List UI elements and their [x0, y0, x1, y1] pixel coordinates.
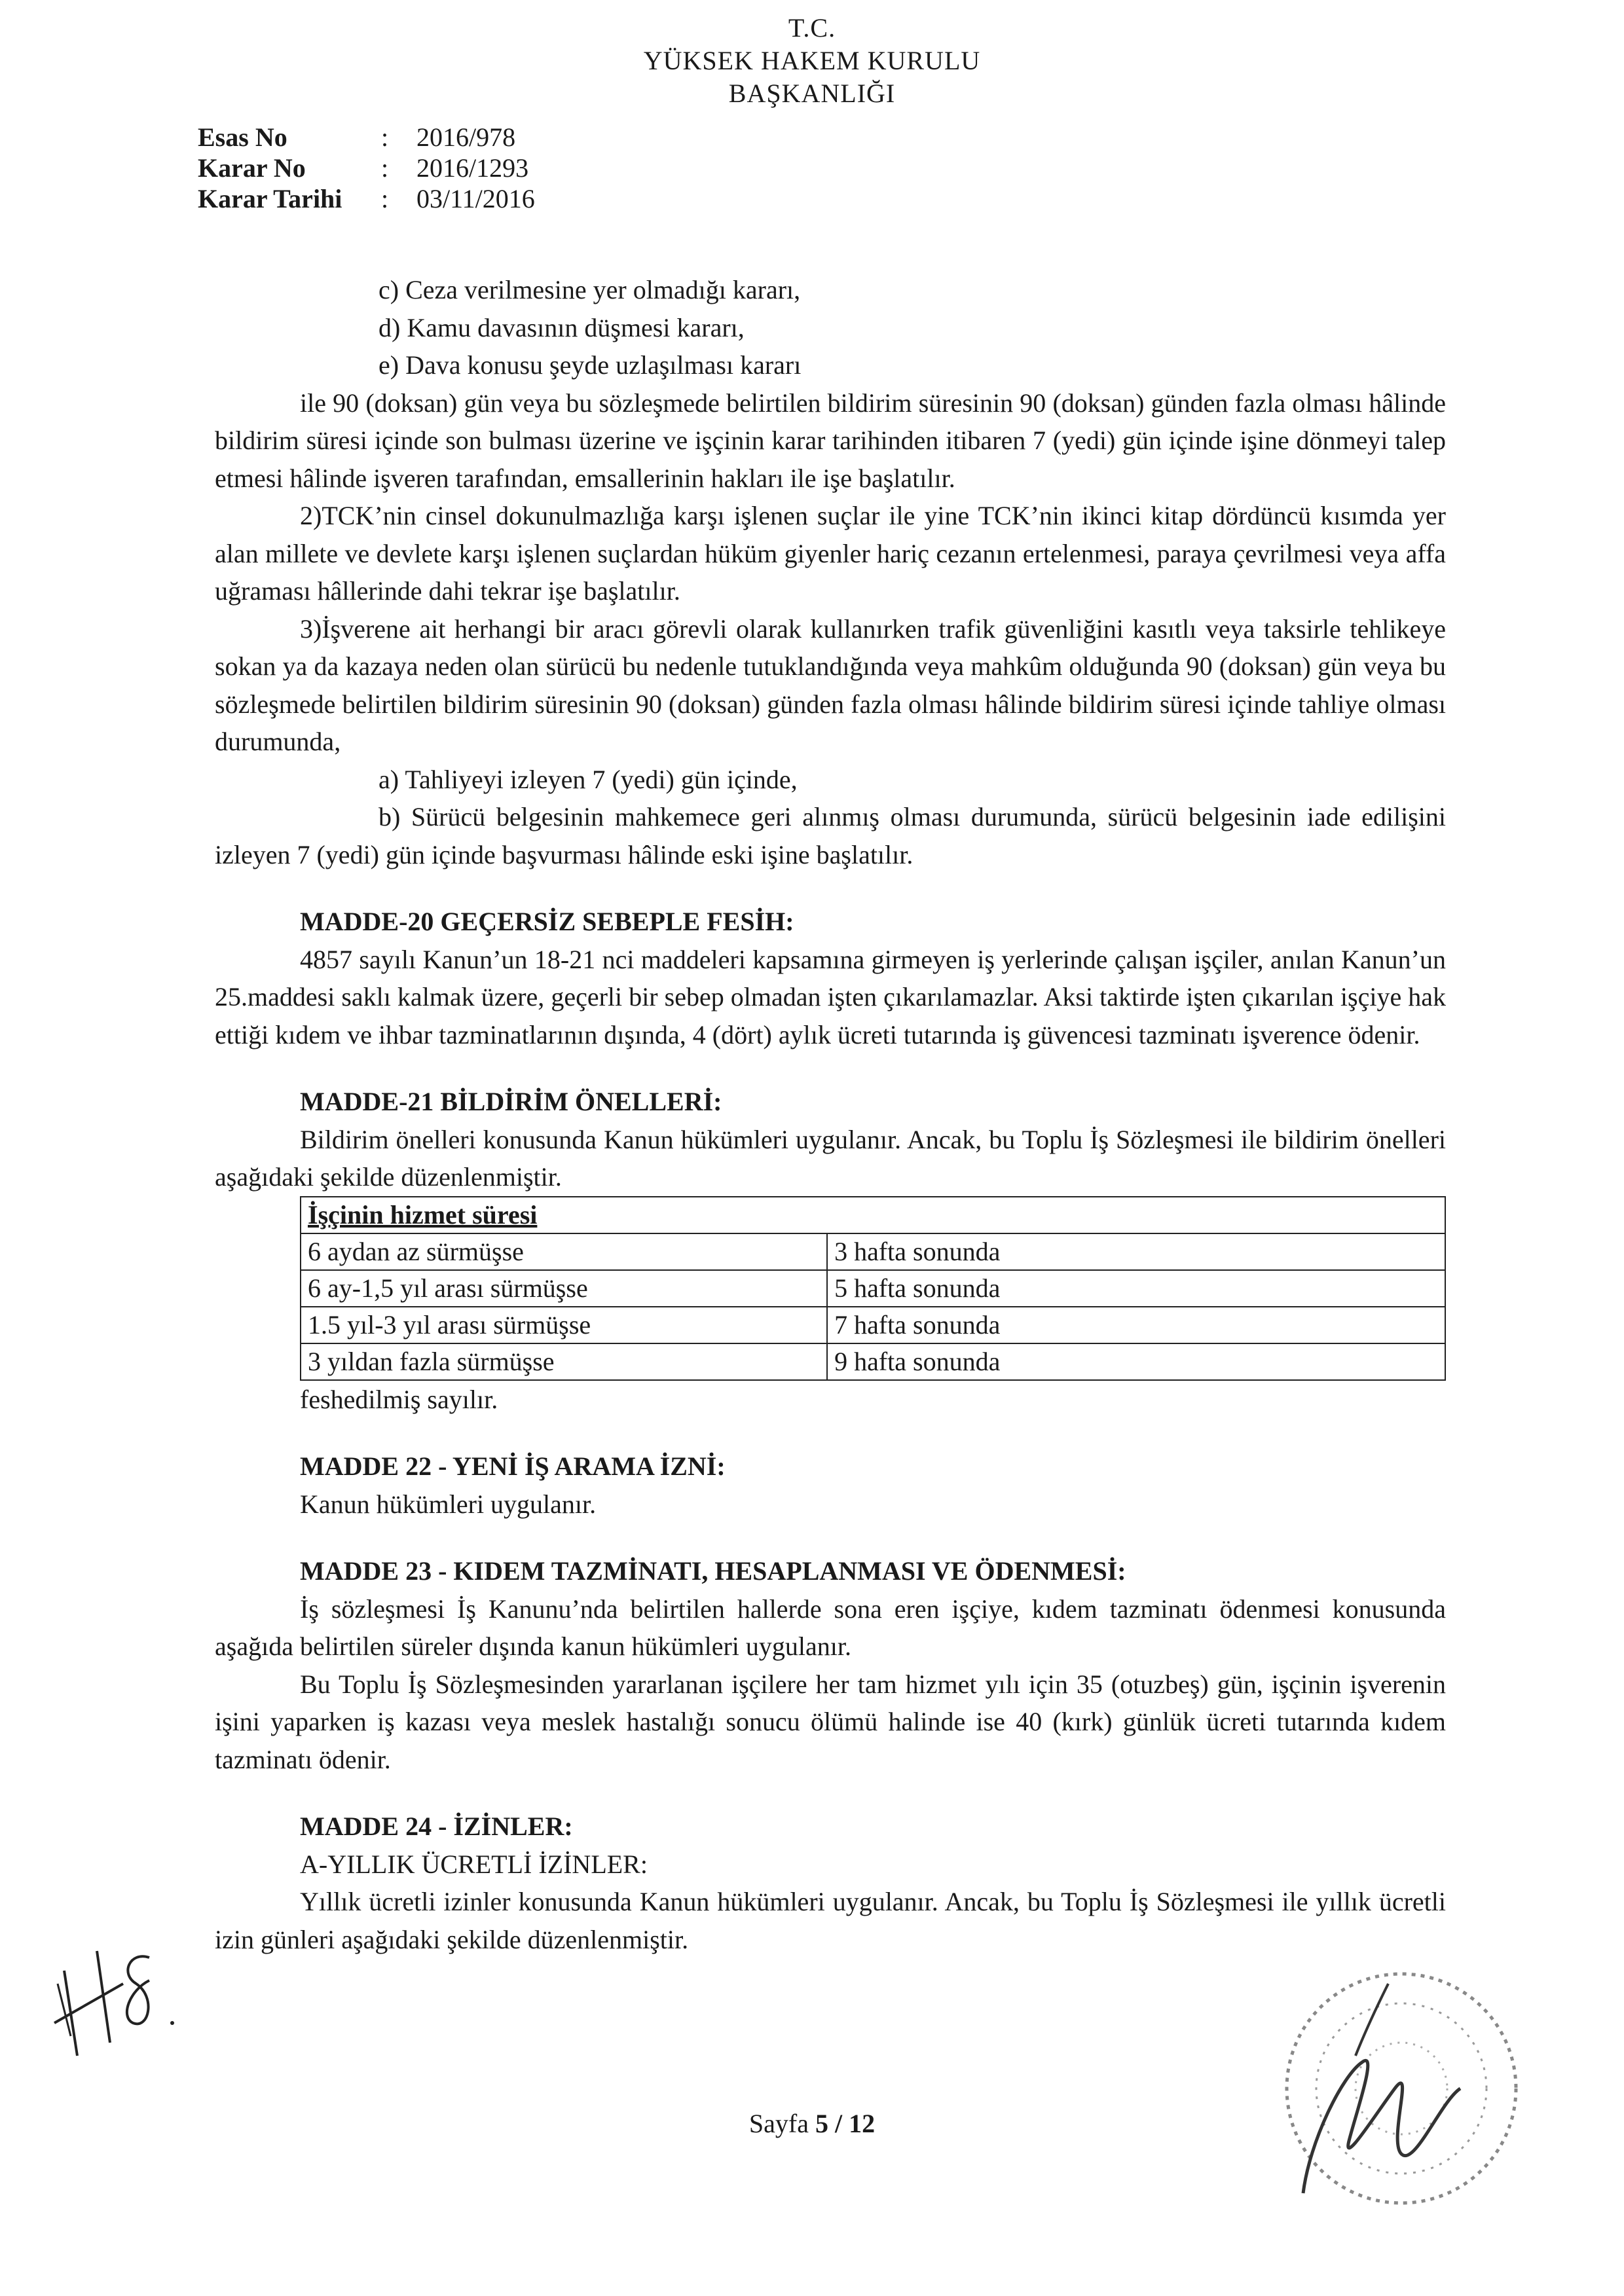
paragraph-2: 2)TCK’nin cinsel dokunulmazlığa karşı işlenen suçlar ile yine TCK’nin ikinci kitap dördüncü kısımda yer alan millete ve devlete karşı işlenen suçlardan hüküm giyenler hariç cezanın ertelenmesi, paraya çevrilmesi veya affa uğraması hâllerinde dahi tekrar işe başlatılır. [215, 501, 1446, 606]
meta-row-karar [198, 153, 535, 183]
meta-value: 2016/1293 [416, 153, 529, 183]
meta-sep: : [381, 122, 389, 152]
table-cell-duration: 6 aydan az sürmüşse [301, 1233, 827, 1270]
madde-22-title: MADDE 22 - YENİ İŞ ARAMA İZNİ: [300, 1451, 726, 1481]
paragraph-3a: a) Tahliyeyi izleyen 7 (yedi) gün içinde, [378, 764, 798, 794]
document-body [215, 271, 1446, 1958]
meta-sep: : [381, 184, 389, 213]
page-label: Sayfa [748, 2109, 815, 2138]
paragraph-ile: ile 90 (doksan) gün veya bu sözleşmede belirtilen bildirim süresinin 90 (doksan) günden fazla olması hâlinde bildirim süresi içinde son bulması üzerine ve işçinin karar tarihinden itibaren 7 (yedi) gün içinde işine dönmeyi talep etmesi hâlinde işveren tarafından, emsallerinin hakları ile işe başlatılır. [215, 388, 1446, 493]
table-cell-notice: 5 hafta sonunda [827, 1270, 1445, 1307]
table-row [301, 1343, 1445, 1380]
table-row [301, 1307, 1445, 1343]
page-number: 5 / 12 [815, 2109, 876, 2138]
meta-key: Karar Tarihi [198, 184, 342, 213]
paragraph-3: 3)İşverene ait herhangi bir aracı görevli olarak kullanırken trafik güvenliğini kasıtlı veya taksirle tehlikeye sokan ya da kazaya neden olan sürücü bu nedenle tutuklandığında veya mahkûm olduğunda 90 (doksan) gün veya bu sözleşmede belirtilen bildirim süresinin 90 (doksan) günden fazla olması hâlinde bildirim süresi içinde tahliye olması durumunda, [215, 613, 1446, 756]
meta-row-esas [198, 122, 535, 153]
madde-23-text-2: Bu Toplu İş Sözleşmesinden yararlanan işçilere her tam hizmet yılı için 35 (otuzbeş) gün, işçinin işverenin işini yaparken iş kazası veya meslek hastalığı sonucu ölümü halinde ise 40 (kırk) günlük ücreti tutarında kıdem tazminatı ödenir. [215, 1669, 1446, 1774]
header-line-tc: T.C. [788, 13, 836, 43]
notice-period-table [300, 1196, 1446, 1381]
meta-value: 2016/978 [416, 122, 516, 152]
case-meta [198, 122, 535, 214]
madde-20-title: MADDE-20 GEÇERSİZ SEBEPLE FESİH: [300, 907, 794, 936]
table-row [301, 1270, 1445, 1307]
table-cell-notice: 9 hafta sonunda [827, 1343, 1445, 1380]
list-item-d: d) Kamu davasının düşmesi kararı, [378, 312, 745, 342]
madde-24-text: Yıllık ücretli izinler konusunda Kanun hükümleri uygulanır. Ancak, bu Toplu İş Sözleşmesi ile yıllık ücretli izin günleri aşağıdaki şekilde düzenlenmiştir. [215, 1887, 1446, 1954]
table-cell-notice: 3 hafta sonunda [827, 1233, 1445, 1270]
madde-22-text: Kanun hükümleri uygulanır. [300, 1489, 597, 1519]
table-cell-notice: 7 hafta sonunda [827, 1307, 1445, 1343]
madde-23-text-1: İş sözleşmesi İş Kanunu’nda belirtilen hallerde sona eren işçiye, kıdem tazminatı ödenmesi konusunda aşağıda belirtilen süreler dışında kanun hükümleri uygulanır. [215, 1594, 1446, 1661]
official-stamp-icon [1264, 1944, 1526, 2223]
table-cell-duration: 1.5 yıl-3 yıl arası sürmüşse [301, 1307, 827, 1343]
list-item-c: c) Ceza verilmesine yer olmadığı kararı, [378, 275, 801, 304]
header-line-institution: YÜKSEK HAKEM KURULU [643, 46, 981, 75]
meta-key: Karar No [198, 153, 306, 183]
table-cell-duration: 3 yıldan fazla sürmüşse [301, 1343, 827, 1380]
madde-21-text: Bildirim önelleri konusunda Kanun hükümleri uygulanır. Ancak, bu Toplu İş Sözleşmesi ile bildirim önelleri aşağıdaki şekilde düzenlenmiştir. [215, 1124, 1446, 1192]
madde-21-title: MADDE-21 BİLDİRİM ÖNELLERİ: [300, 1087, 722, 1116]
madde-23-title: MADDE 23 - KIDEM TAZMİNATI, HESAPLANMASI VE ÖDENMESİ: [300, 1556, 1126, 1586]
table-header-row [301, 1197, 1445, 1233]
madde-21-after: feshedilmiş sayılır. [300, 1384, 498, 1414]
table-cell-duration: 6 ay-1,5 yıl arası sürmüşse [301, 1270, 827, 1307]
madde-24-subtitle: A-YILLIK ÜCRETLİ İZİNLER: [300, 1849, 648, 1879]
madde-20-text: 4857 sayılı Kanun’un 18-21 nci maddeleri kapsamına girmeyen iş yerlerinde çalışan işçiler, anılan Kanun’un 25.maddesi saklı kalmak üzere, geçerli bir sebep olmadan işten çıkarılamazlar. Aksi taktirde işten çıkarılan işçiye hak ettiği kıdem ve ihbar tazminatlarının dışında, 4 (dört) aylık ücreti tutarında iş güvencesi tazminatı işverence ödenir. [215, 944, 1446, 1049]
meta-row-tarih [198, 183, 535, 214]
table-row [301, 1233, 1445, 1270]
meta-key: Esas No [198, 122, 287, 152]
meta-sep: : [381, 153, 389, 183]
table-header: İşçinin hizmet süresi [301, 1197, 1445, 1233]
paragraph-3b: b) Sürücü belgesinin mahkemece geri alınmış olması durumunda, sürücü belgesinin iade edilişini izleyen 7 (yedi) gün içinde başvurması hâlinde eski işine başlatılır. [215, 802, 1446, 869]
header-line-presidency: BAŞKANLIĞI [728, 79, 896, 108]
list-item-e: e) Dava konusu şeyde uzlaşılması kararı [378, 350, 802, 380]
handwritten-initials-icon [51, 1944, 182, 2066]
meta-value: 03/11/2016 [416, 184, 535, 213]
madde-24-title: MADDE 24 - İZİNLER: [300, 1812, 573, 1841]
